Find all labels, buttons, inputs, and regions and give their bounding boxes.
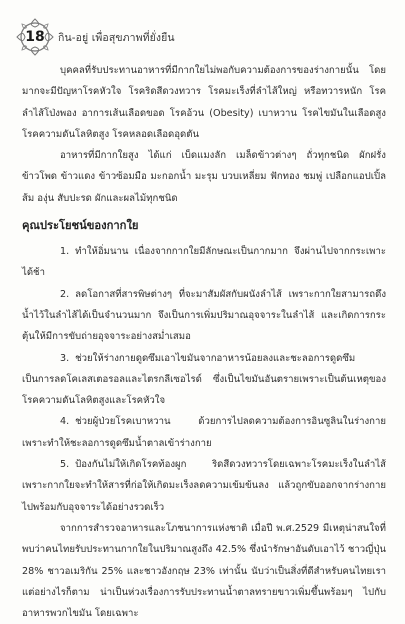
page-body: [22, 60, 386, 624]
intro-paragraph: บุคคลที่รับประทานอาหารที่มีกากใยไม่พอกับความต้องการของร่างกายนั้น โดยมากจะมีปัญหาโรคหัวใจ โรคริดสีดวงทวาร โรคมะเร็งที่ลำไส้ใหญ่ หรือทวารหนัก โรคลำไส้โป่งพอง อาการเส้นเลือดขอด โรคอ้วน (Obesity) เบาหวาน โรคไขมันในเลือดสูง โรคความดันโลหิตสูง โรคหลอดเลือดอุดตัน: [22, 65, 386, 140]
benefit-text: ช่วยให้ร่างกายดูดซึมเอาไขมันจากอาหารน้อยลงและชะลอการดูดซึม เป็นการลดโคเลสเตอรอลและไตรกลีเซอไรด์ ซึ่งเป็นไขมันอันตรายเพราะเป็นต้นเหตุของโรคความดันโลหิตสูงและโรคหัวใจ: [22, 352, 386, 407]
benefit-item: [22, 454, 386, 518]
benefit-item: [22, 241, 386, 284]
benefit-text: ลดโอกาสที่สารพิษต่างๆ ที่จะมาสัมผัสกับผนังลำไส้ เพราะกากใยสามารถดึงน้ำไว้ในลำไส้ได้เป็นจำนวนมาก จึงเป็นการเพิ่มปริมาณอุจจาระในลำไส้ และเกิดการกระตุ้นให้มีการขับถ่ายอุจจาระอย่างสม่ำเสมอ: [22, 288, 386, 343]
benefit-number: 4.: [60, 416, 70, 428]
running-title: กิน-อยู่ เพื่อสุขภาพที่ยั่งยืน: [58, 32, 175, 44]
benefit-item: [22, 411, 386, 454]
benefit-item: [22, 348, 386, 412]
benefit-text: ป้องกันไม่ให้เกิดโรคท้องผูก ริดสีดวงทวารโดยเฉพาะโรคมะเร็งในลำไส้ เพราะกากใยจะทำให้สารที่ก่อให้เกิดมะเร็งลดความเข้มข้นลง แล้วถูกขับออกจากร่างกายไปพร้อมกับอุจจาระได้อย่างรวดเร็ว: [22, 459, 386, 513]
benefit-number: 1.: [60, 246, 70, 258]
benefit-text: ช่วยผู้ป่วยโรคเบาหวาน ด้วยการไปลดความต้องการอินซูลินในร่างกาย เพราะทำให้ชะลอการดูดซึมน้ำตาลเข้าร่างกาย: [22, 416, 386, 449]
section-heading: คุณประโยชน์ของกากใย: [22, 219, 139, 233]
benefit-text: ทำให้อิ่มนาน เนื่องจากกากใยมีลักษณะเป็นกากมาก จึงผ่านไปจากกระเพาะได้ช้า: [22, 246, 386, 279]
page-number: 18: [25, 29, 45, 45]
benefit-number: 2.: [60, 288, 70, 300]
benefit-number: 5.: [60, 459, 70, 471]
benefit-item: [22, 284, 386, 348]
page-number-badge: [20, 22, 50, 52]
intro-paragraph: อาหารที่มีกากใยสูง ได้แก่ เบ็ดแมงลัก เมล็ดข้าวต่างๆ ถั่วทุกชนิด ผักฝรั่ง ข้าวโพด ข้าวแดง ข้าวซ้อมมือ มะกอกน้ำ มะรุม บวบเหลี่ยม ฟักทอง ชมพู่ เปลือกแอปเปิ้ล ส้ม องุ่น สับปะรด ผักและผลไม้ทุกชนิด: [22, 150, 386, 204]
closing-paragraph: จากการสำรวจอาหารและโภชนาการแห่งชาติ เมื่อปี พ.ศ.2529 มีเหตุน่าสนใจที่พบว่าคนไทยรับประทานกากใยในปริมาณสูงถึง 42.5% ซึ่งนำรักษาอันดับเอาไว้ ชาวญี่ปุ่น 28% ชาวอเมริกัน 25% และชาวอังกฤษ 23% เท่านั้น นับว่าเป็นสิ่งที่ดีสำหรับคนไทยเรา แต่อย่างไรก็ตาม น่าเป็นห่วงเรื่องการรับประทานน้ำตาลทรายขาวเพิ่มขึ้นพร้อมๆ ไปกับอาหารพวกไขมัน โดยเฉพาะ: [22, 522, 386, 620]
benefit-number: 3.: [60, 352, 70, 364]
page-header: [14, 20, 394, 56]
